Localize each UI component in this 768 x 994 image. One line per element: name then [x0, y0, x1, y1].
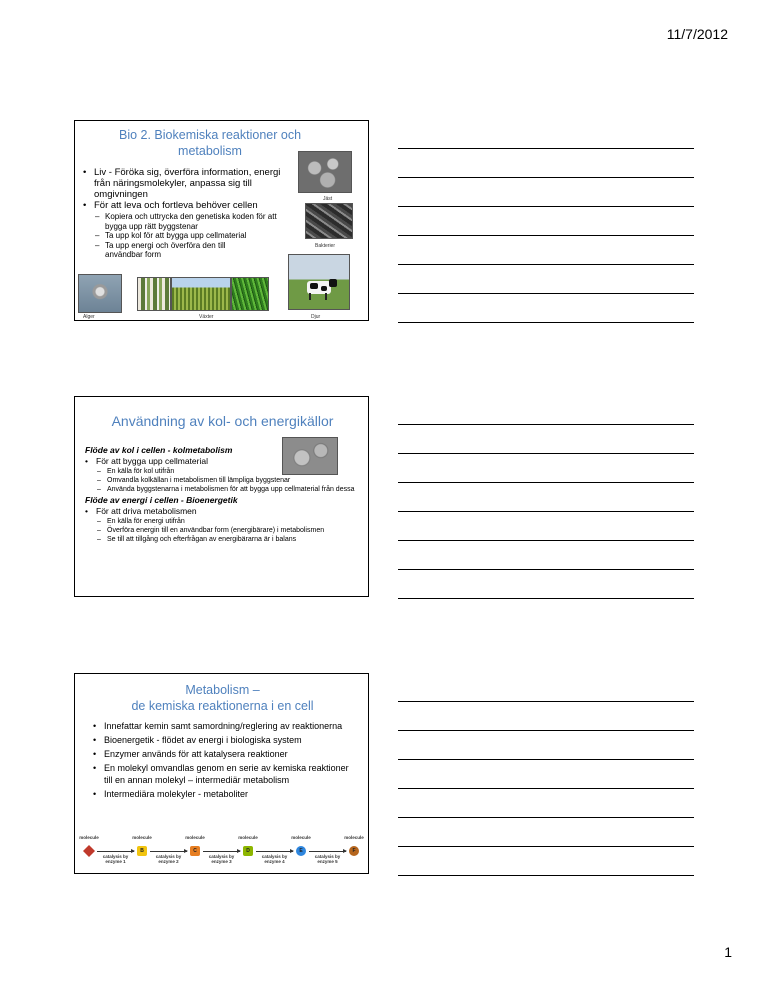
bacteria-caption: Bakterier	[315, 243, 336, 249]
page-number: 1	[724, 944, 732, 960]
section-heading: Flöde av energi i cellen - Bioenergetik	[85, 495, 238, 505]
slide-3-title-line-2: de kemiska reaktionerna i en cell	[131, 699, 314, 713]
section-heading: Flöde av kol i cellen - kolmetabolism	[85, 445, 233, 455]
yeast-caption: Jäst	[323, 196, 333, 202]
molecule-node	[83, 845, 95, 857]
sub-bullet: – Kopiera och uttrycka den genetiska koden för att bygga upp rätt byggstenar	[95, 212, 298, 231]
sub-bullet: – Se till att tillgång och efterfrågan av energibärarna är i balans	[97, 535, 365, 544]
arrow-head-icon	[184, 849, 188, 853]
molecule-node: E	[296, 846, 306, 856]
slide-3	[74, 673, 369, 874]
slide-1	[74, 120, 369, 321]
sub-bullet: – Använda byggstenarna i metabolismen för att bygga upp cellmaterial från dessa	[97, 485, 357, 494]
bullet: • Enzymer används för att katalysera reaktioner	[93, 748, 358, 760]
bullet: • För att leva och fortleva behöver cellen	[83, 200, 298, 211]
molecule-label: molecule	[291, 835, 311, 840]
enzyme-label: catalysis by enzyme 1	[102, 854, 129, 864]
sub-bullet: – En källa för energi utifrån	[97, 517, 365, 526]
reaction-arrow	[150, 851, 187, 852]
yeast-cells-photo	[282, 437, 338, 475]
slide-1-title: Bio 2. Biokemiska reaktioner och metabolism	[118, 128, 302, 158]
algae-photo	[78, 274, 122, 313]
grass-photo	[231, 277, 269, 311]
molecule-node: F	[349, 846, 359, 856]
molecule-label: molecule	[238, 835, 258, 840]
cow-photo	[288, 254, 350, 310]
slide-2-title: Användning av kol- och energikällor	[111, 413, 334, 429]
sub-bullet: – Överföra energin till en användbar form (energibärare) i metabolismen	[97, 526, 357, 535]
bullet: • Intermediära molekyler - metaboliter	[93, 788, 358, 800]
birch-photo	[137, 277, 171, 311]
slide-3-title-line-1: Metabolism –	[185, 683, 260, 697]
bullet: • För att driva metabolismen	[85, 506, 365, 517]
arrow-head-icon	[237, 849, 241, 853]
metabolic-pathway-diagram	[75, 834, 369, 874]
arrow-head-icon	[343, 849, 347, 853]
reaction-arrow	[97, 851, 134, 852]
bullet: • Liv - Föröka sig, överföra information, energi från näringsmolekyler, anpassa sig till omgivningen	[83, 167, 298, 200]
slide-3-title	[75, 682, 369, 714]
molecule-label: molecule	[132, 835, 152, 840]
molecule-label: molecule	[344, 835, 364, 840]
bullet: • För att bygga upp cellmaterial	[85, 456, 365, 467]
molecule-label: molecule	[185, 835, 205, 840]
bullet: • Bioenergetik - flödet av energi i biologiska system	[93, 734, 358, 746]
enzyme-label: catalysis by enzyme 3	[208, 854, 235, 864]
reaction-arrow	[256, 851, 293, 852]
header-date: 11/7/2012	[666, 26, 728, 42]
algae-caption: Alger	[83, 314, 95, 320]
enzyme-label: catalysis by enzyme 5	[314, 854, 341, 864]
molecule-node: D	[243, 846, 253, 856]
sub-bullet: – Omvandla kolkällan i metabolismen till lämpliga byggstenar	[97, 476, 365, 485]
sub-bullet: – Ta upp kol för att bygga upp cellmaterial	[95, 231, 298, 241]
bacteria-photo	[305, 203, 353, 239]
molecule-node: C	[190, 846, 200, 856]
animals-caption: Djur	[311, 314, 321, 320]
sub-bullet: – Ta upp energi och överföra den till användbar form	[95, 241, 235, 260]
field-photo	[171, 277, 231, 311]
slide-2	[74, 396, 369, 597]
enzyme-label: catalysis by enzyme 2	[155, 854, 182, 864]
yeast-photo	[298, 151, 352, 193]
slide-1-body	[83, 167, 298, 260]
reaction-arrow	[309, 851, 346, 852]
sub-bullet: – En källa för kol utifrån	[97, 467, 365, 476]
plants-caption: Växter	[199, 314, 214, 320]
slide-3-body	[93, 720, 358, 800]
arrow-head-icon	[131, 849, 135, 853]
molecule-node: B	[137, 846, 147, 856]
enzyme-label: catalysis by enzyme 4	[261, 854, 288, 864]
arrow-head-icon	[290, 849, 294, 853]
bullet: • En molekyl omvandlas genom en serie av kemiska reaktioner till en annan molekyl – intermediär metabolism	[93, 762, 358, 786]
bullet: • Innefattar kemin samt samordning/reglering av reaktionerna	[93, 720, 358, 732]
reaction-arrow	[203, 851, 240, 852]
molecule-label: molecule	[79, 835, 99, 840]
